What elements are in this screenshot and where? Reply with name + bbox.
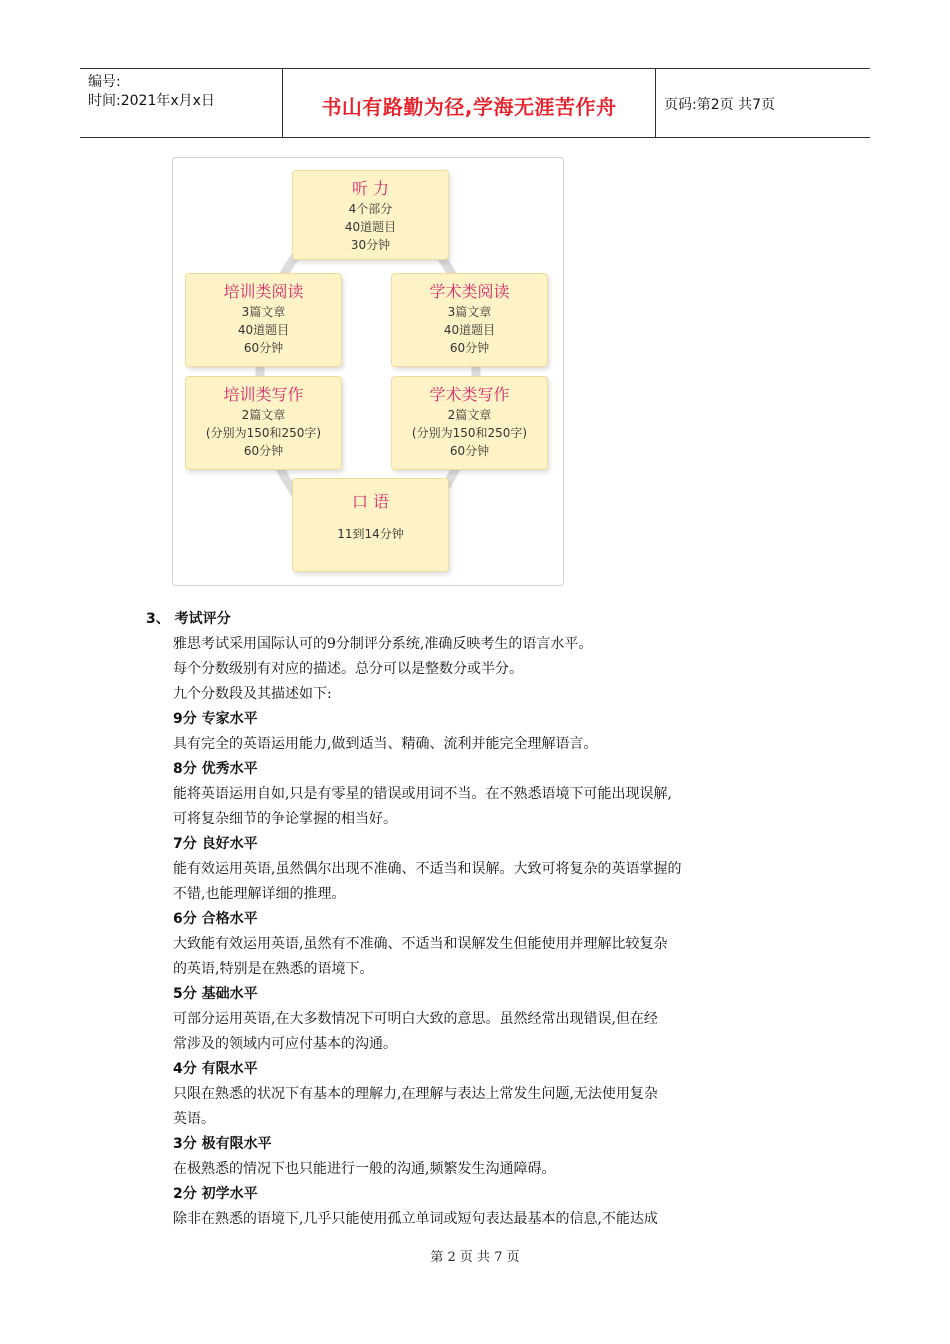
ac-writing-title: 学术类写作	[429, 385, 510, 404]
gt-reading-line: 60分钟	[243, 341, 284, 355]
level-title: 3分 极有限水平	[173, 1136, 272, 1152]
gt-writing-box	[185, 376, 342, 470]
level-desc: 不错,也能理解详细的推理。	[173, 886, 346, 902]
header-left	[88, 73, 215, 111]
ac-writing-line: 2篇文章	[447, 408, 492, 422]
level-title: 7分 良好水平	[173, 836, 258, 852]
number-label: 编号:	[88, 74, 121, 90]
level-desc: 可将复杂细节的争论掌握的相当好。	[173, 811, 397, 827]
gt-reading-line: 40道题目	[237, 323, 290, 337]
level-desc: 只限在熟悉的状况下有基本的理解力,在理解与表达上常发生问题,无法使用复杂	[173, 1086, 658, 1102]
ielts-structure-diagram	[172, 157, 564, 586]
gt-writing-line: 2篇文章	[241, 408, 286, 422]
speaking-box	[292, 478, 449, 572]
level-title: 5分 基础水平	[173, 986, 258, 1002]
listening-line: 4个部分	[348, 202, 393, 216]
intro-line: 九个分数段及其描述如下:	[173, 686, 332, 702]
gt-reading-line: 3篇文章	[241, 305, 286, 319]
ac-writing-line: 60分钟	[449, 444, 490, 458]
level-title: 8分 优秀水平	[173, 761, 258, 777]
level-desc: 能将英语运用自如,只是有零星的错误或用词不当。在不熟悉语境下可能出现误解,	[173, 786, 672, 802]
scoring-content	[173, 632, 813, 1232]
level-desc: 英语。	[173, 1111, 215, 1127]
level-title: 9分 专家水平	[173, 711, 258, 727]
level-title: 6分 合格水平	[173, 911, 258, 927]
intro-line: 雅思考试采用国际认可的9分制评分系统,准确反映考生的语言水平。	[173, 636, 593, 652]
gt-reading-box	[185, 273, 342, 367]
ac-writing-line: (分别为150和250字)	[411, 426, 528, 440]
page-header	[80, 68, 870, 138]
time-label: 时间:2021年x月x日	[88, 93, 215, 109]
gt-reading-title: 培训类阅读	[223, 282, 304, 301]
listening-line: 40道题目	[344, 220, 397, 234]
level-desc: 具有完全的英语运用能力,做到适当、精确、流利并能完全理解语言。	[173, 736, 598, 752]
level-title: 2分 初学水平	[173, 1186, 258, 1202]
section-heading: 3、 考试评分	[146, 611, 231, 627]
speaking-title: 口 语	[351, 492, 390, 511]
header-divider	[655, 69, 656, 137]
gt-writing-line: (分别为150和250字)	[205, 426, 322, 440]
speaking-line: 11到14分钟	[337, 527, 404, 541]
level-desc: 能有效运用英语,虽然偶尔出现不准确、不适当和误解。大致可将复杂的英语掌握的	[173, 861, 682, 877]
level-title: 4分 有限水平	[173, 1061, 258, 1077]
ac-reading-title: 学术类阅读	[429, 282, 510, 301]
gt-writing-line: 60分钟	[243, 444, 284, 458]
page-footer: 第 2 页 共 7 页	[430, 1250, 520, 1265]
gt-writing-title: 培训类写作	[223, 385, 304, 404]
header-motto: 书山有路勤为径,学海无涯苦作舟	[321, 95, 617, 119]
ac-reading-box	[391, 273, 548, 367]
intro-line: 每个分数级别有对应的描述。总分可以是整数分或半分。	[173, 661, 523, 677]
listening-title: 听 力	[351, 179, 390, 198]
header-page-label: 页码:第2页 共7页	[664, 97, 775, 113]
ac-reading-line: 3篇文章	[447, 305, 492, 319]
listening-box	[292, 170, 449, 260]
level-desc: 可部分运用英语,在大多数情况下可明白大致的意思。虽然经常出现错误,但在经	[173, 1011, 658, 1027]
ac-reading-line: 60分钟	[449, 341, 490, 355]
level-desc: 除非在熟悉的语境下,几乎只能使用孤立单词或短句表达最基本的信息,不能达成	[173, 1211, 658, 1227]
listening-line: 30分钟	[350, 238, 391, 252]
level-desc: 常涉及的领域内可应付基本的沟通。	[173, 1036, 397, 1052]
level-desc: 在极熟悉的情况下也只能进行一般的沟通,频繁发生沟通障碍。	[173, 1161, 556, 1177]
level-desc: 大致能有效运用英语,虽然有不准确、不适当和误解发生但能使用并理解比较复杂	[173, 936, 668, 952]
level-desc: 的英语,特别是在熟悉的语境下。	[173, 961, 374, 977]
ac-reading-line: 40道题目	[443, 323, 496, 337]
ac-writing-box	[391, 376, 548, 470]
